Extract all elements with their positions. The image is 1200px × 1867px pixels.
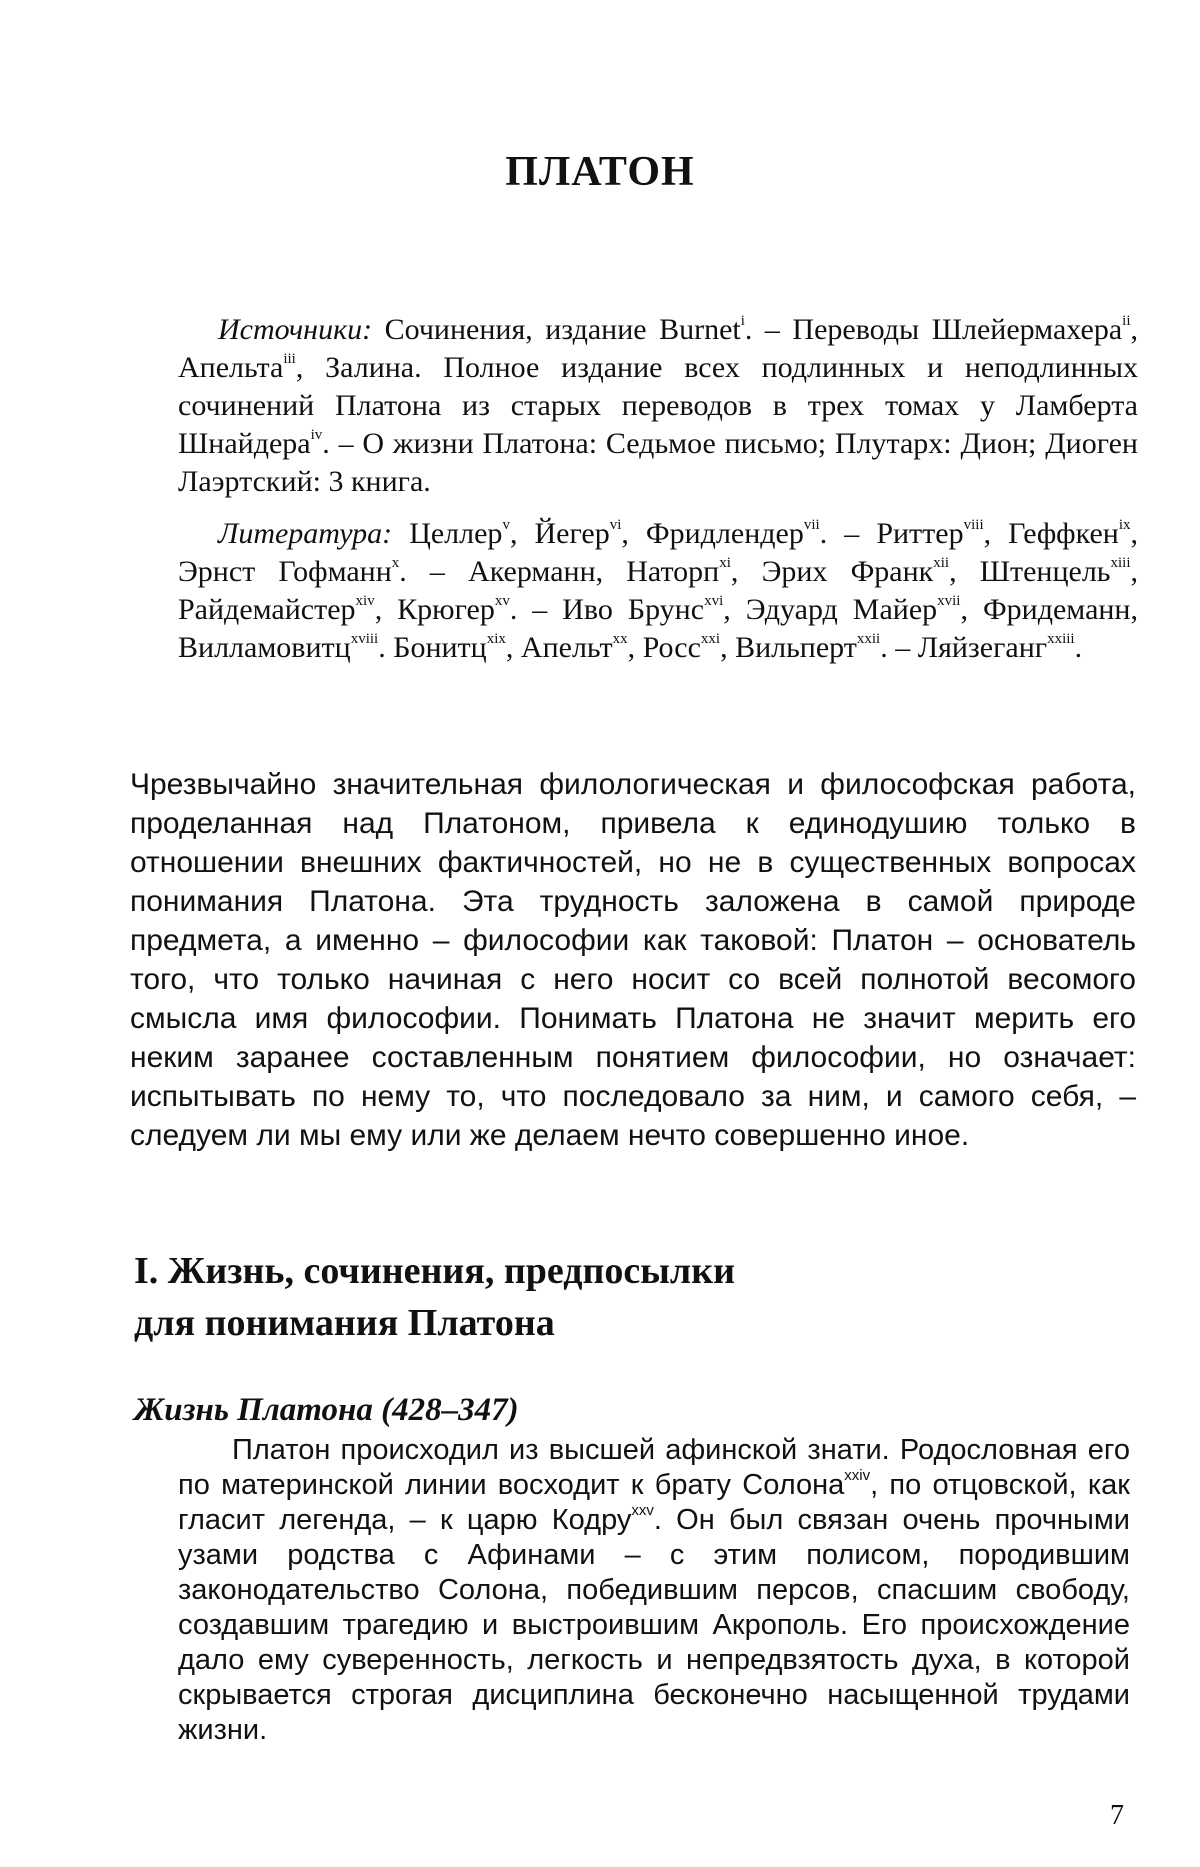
literature-text: , Эрих Франк xyxy=(730,555,934,588)
sources-paragraph xyxy=(178,311,1138,501)
literature-text: , Фридлендер xyxy=(621,517,804,550)
intro-paragraph: Чрезвычайно значительная филологическая и философская работа, проделанная над Платоном, привела к единодушию только в отношении внешних фактичностей, но не в существенных вопросах понимания Платона. Эта трудность заложена в самой природе предмета, а именно – философии как таковой: Платон – основатель того, что только начиная с него носит со всей полнотой весомого смысла имя философии. Понимать Платона не значит мерить его неким заранее составленным понятием философии, но означает: испытывать по нему то, что последовало за ним, и самого себя, – следуем ли мы ему или же делаем нечто совершенно иное. xyxy=(130,768,1136,1152)
footnote-ref[interactable]: vii xyxy=(803,517,820,533)
footnote-ref[interactable]: xxiii xyxy=(1047,631,1075,647)
footnote-ref[interactable]: xiv xyxy=(355,593,375,609)
subsection-heading: Жизнь Платона (428–347) xyxy=(134,1392,519,1428)
sources-text: , Залина. Полное издание всех подлинных и неподлинных сочинений Платона из старых переводов в трех томах у Ламберта Шнайдера xyxy=(178,351,1138,460)
literature-text: , Геффкен xyxy=(983,517,1119,550)
literature-text: , Йегер xyxy=(509,517,610,550)
literature-text: , Крюгер xyxy=(374,593,495,626)
literature-text: , Штенцель xyxy=(949,555,1111,588)
sources-text: Сочинения, издание Burnet xyxy=(372,313,741,346)
footnote-ref[interactable]: vi xyxy=(609,517,622,533)
literature-text: , Вильперт xyxy=(720,631,857,664)
footnote-ref[interactable]: ix xyxy=(1118,517,1131,533)
section-heading-line: I. Жизнь, сочинения, предпосылки xyxy=(134,1250,735,1292)
literature-paragraph xyxy=(178,515,1138,667)
footnote-ref[interactable]: viii xyxy=(963,517,984,533)
literature-text: . – Риттер xyxy=(819,517,964,550)
footnote-ref[interactable]: xviii xyxy=(350,631,379,647)
footnote-ref[interactable]: xxiv xyxy=(844,1467,871,1484)
footnote-ref[interactable]: iv xyxy=(310,427,323,443)
literature-text: . – Ляйзеганг xyxy=(880,631,1048,664)
page-number: 7 xyxy=(1110,1800,1124,1831)
body-text: . Он был связан очень прочными узами родства с Афинами – с этим полисом, породившим законодательство Солона, победившим персов, спасшим свободу, создавшим трагедию и выстроившим Акрополь. Его происхождение дало ему суверенность, легкость и непредвзятость духа, в которой скрывается строгая дисциплина бесконечно насыщенной трудами жизни. xyxy=(178,1504,1130,1746)
footnote-ref[interactable]: xx xyxy=(612,631,628,647)
section-heading xyxy=(134,1245,1034,1349)
body-paragraph xyxy=(178,1433,1130,1748)
footnote-ref[interactable]: xii xyxy=(933,555,950,571)
footnote-ref[interactable]: xxv xyxy=(631,1502,654,1519)
literature-text: . xyxy=(1074,631,1083,664)
footnote-ref[interactable]: v xyxy=(502,517,510,533)
footnote-ref[interactable]: xi xyxy=(719,555,731,571)
footnote-ref[interactable]: xvi xyxy=(704,593,724,609)
footnote-ref[interactable]: xvii xyxy=(937,593,961,609)
literature-text: , Эдуард Майер xyxy=(723,593,938,626)
literature-text: , Апельт xyxy=(505,631,613,664)
literature-text: , Фридеманн, Вилламовитц xyxy=(178,593,1138,664)
footnote-ref[interactable]: xxi xyxy=(700,631,721,647)
body-text: Платон происходил из высшей афинской знати. Родословная его по материнской линии восходит к брату Солона xyxy=(178,1434,1130,1501)
footnote-ref[interactable]: i xyxy=(740,313,745,329)
literature-text: . – Акерманн, Наторп xyxy=(399,555,720,588)
literature-text: . Бонитц xyxy=(378,631,487,664)
sources-text: . – О жизни Платона: Седьмое письмо; Плутарх: Дион; Диоген Лаэртский: 3 книга. xyxy=(178,427,1138,498)
sources-lead: Источники: xyxy=(218,313,373,346)
footnote-ref[interactable]: x xyxy=(391,555,400,571)
footnote-ref[interactable]: xv xyxy=(494,593,510,609)
literature-lead: Литература: xyxy=(218,517,393,550)
literature-text: . – Иво Брунс xyxy=(509,593,705,626)
literature-text: , Райдемайстер xyxy=(178,555,1138,626)
literature-text: Целлер xyxy=(392,517,503,550)
page-title: ПЛАТОН xyxy=(505,149,695,195)
footnote-ref[interactable]: xiii xyxy=(1110,555,1131,571)
sources-text: . – Переводы Шлейермахера xyxy=(744,313,1123,346)
literature-text: , Росс xyxy=(627,631,701,664)
footnote-ref[interactable]: ii xyxy=(1122,313,1131,329)
literature-text: , Эрнст Гофманн xyxy=(178,517,1138,588)
sources-text: , Апельта xyxy=(178,313,1138,384)
section-heading-line: для понимания Платона xyxy=(134,1302,555,1344)
body-text: , по отцовской, как гласит легенда, – к царю Кодру xyxy=(178,1469,1130,1536)
footnote-ref[interactable]: xix xyxy=(486,631,506,647)
footnote-ref[interactable]: iii xyxy=(283,351,296,367)
footnote-ref[interactable]: xxii xyxy=(856,631,881,647)
